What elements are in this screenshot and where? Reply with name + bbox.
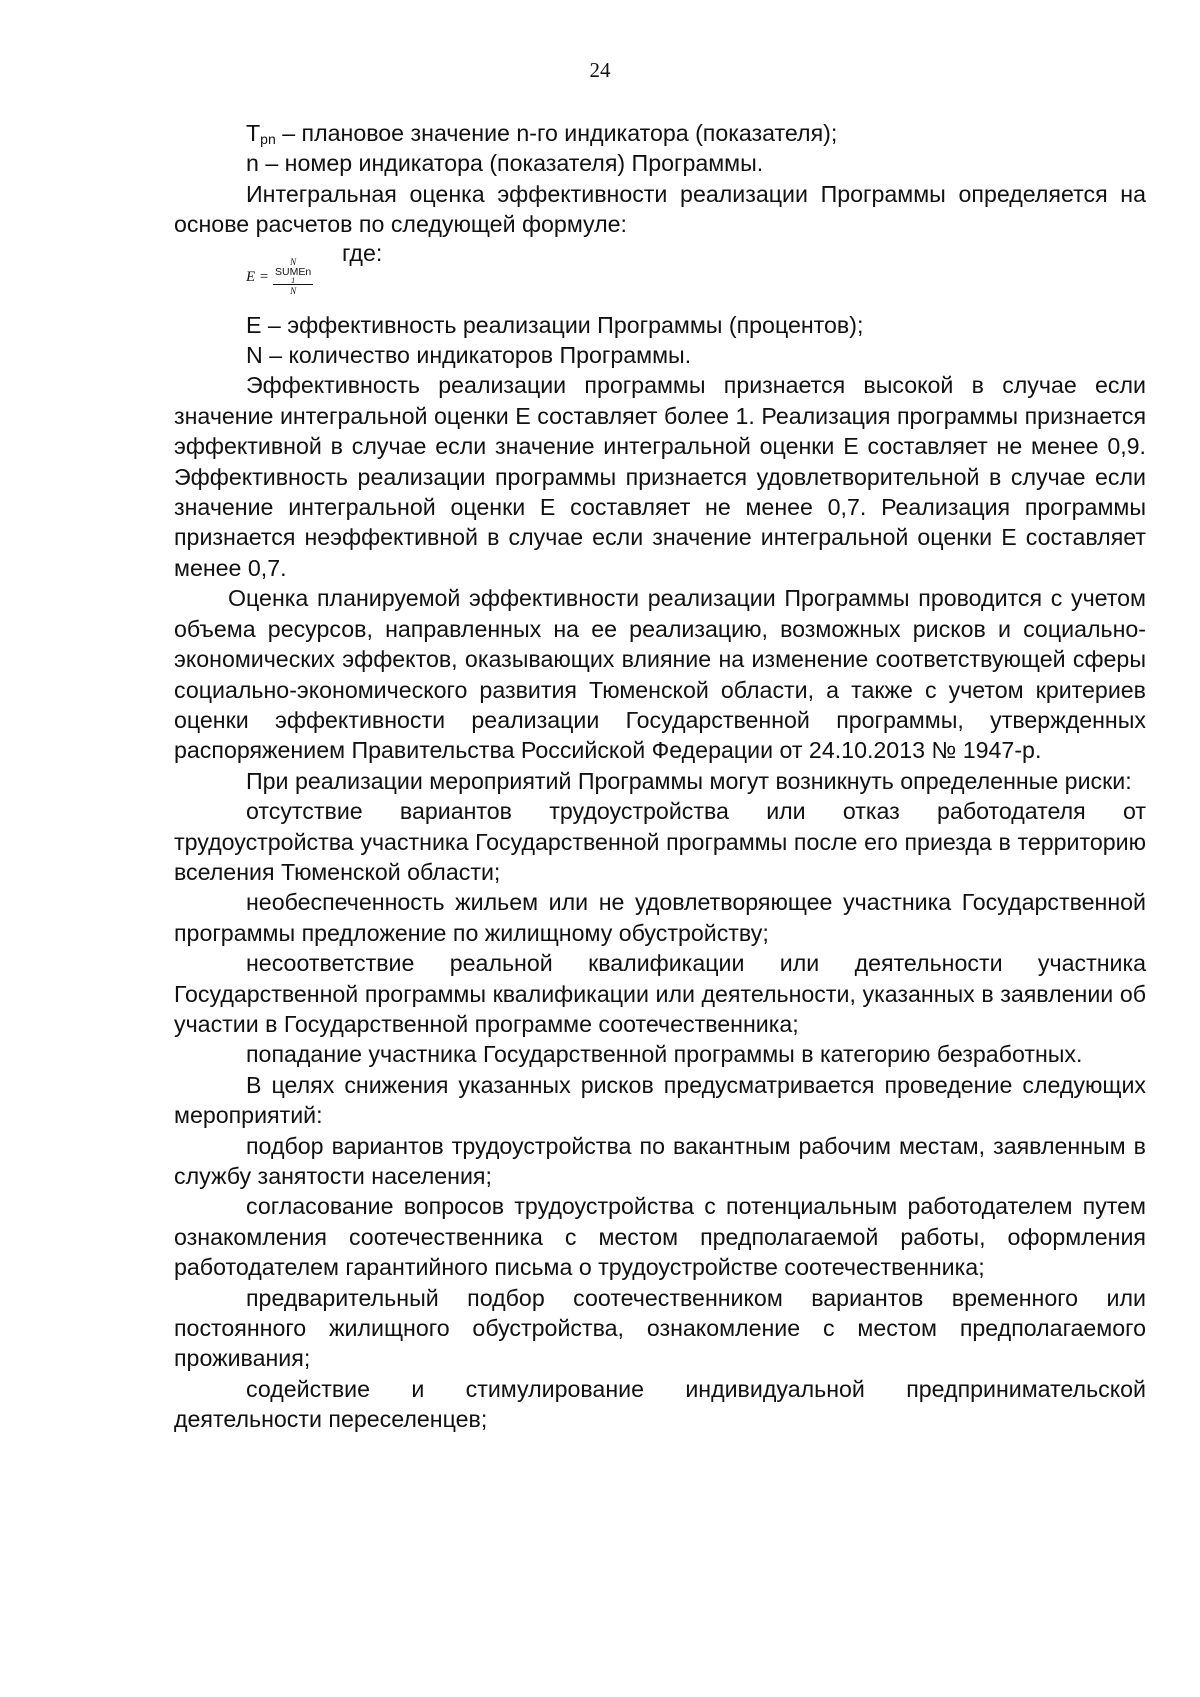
formula-block [174,240,1146,310]
formula-sum-body: SUMEn [275,265,312,278]
risks-intro-paragraph: При реализации мероприятий Программы могут возникнуть определенные риски: [246,767,1132,794]
measure-item: предварительный подбор соотечественником вариантов временного или постоянного жилищного обустройства, ознакомление с местом предполагаемого проживания; [174,1284,1146,1372]
n-definition: n – номер индикатора (показателя) Программы. [246,150,764,177]
formula-denominator: N [290,285,297,296]
planned-efficiency-paragraph: Оценка планируемой эффективности реализации Программы проводится с учетом объема ресурсов, направленных на ее реализацию, возможных рисков и социально-экономических эффектов, оказывающих влияние на изменение соответствующей сферы социально-экономического развития Тюменской области, а также с учетом критериев оценки эффективности реализации Государственной программы, утвержденных распоряжением Правительства Российской Федерации от 24.10.2013 № 1947-р. [174,585,1146,764]
formula-fraction [273,258,313,297]
tpn-definition [174,118,1146,148]
tpn-subscript: pn [260,131,276,147]
e-definition: E – эффективность реализации Программы (процентов); [246,311,864,338]
measure-item: содействие и стимулирование индивидуальной предпринимательской деятельности переселенцев; [174,1375,1146,1433]
formula-sum-upper: N [290,256,297,267]
risk-item: необеспеченность жильем или не удовлетворяющее участника Государственной программы предложение по жилищному обустройству; [174,889,1146,946]
page-number: 24 [589,58,611,82]
risk-item: несоответствие реальной квалификации или деятельности участника Государственной программы квалификации или деятельности, указанных в заявлении об участии в Государственной программе соотечественника; [174,950,1146,1037]
risk-item: попадание участника Государственной программы в категорию безработных. [246,1041,1083,1068]
measures-intro-paragraph: В целях снижения указанных рисков предусматривается проведение следующих мероприятий: [174,1071,1146,1129]
measure-item: согласование вопросов трудоустройства с потенциальным работодателем путем ознакомления соотечественника с местом предполагаемой работы, оформления работодателем гарантийного письма о трудоустройстве соотечественника; [174,1193,1146,1281]
risk-item: отсутствие вариантов трудоустройства или отказ работодателя от трудоустройства участника Государственной программы после его приезда в территорию вселения Тюменской области; [174,798,1146,885]
tpn-text: – плановое значение n-го индикатора (показателя); [275,120,838,146]
formula-where-label: где: [342,239,383,266]
document-body [174,118,1146,1435]
efficiency-formula [246,258,313,297]
formula-lhs: E = [246,268,270,285]
n-count-definition: N – количество индикаторов Программы. [246,342,692,369]
formula-numerator [273,258,313,285]
measure-item: подбор вариантов трудоустройства по вакантным рабочим местам, заявленным в службу занятости населения; [174,1132,1146,1189]
efficiency-criteria-paragraph: Эффективность реализации программы признается высокой в случае если значение интегральной оценки Е составляет более 1. Реализация программы признается эффективной в случае если значение интегральной оценки Е составляет не менее 0,9. Эффективность реализации программы признается удовлетворительной в случае если значение интегральной оценки Е составляет не менее 0,7. Реализация программы признается неэффективной в случае если значение интегральной оценки Е составляет менее 0,7. [174,372,1146,581]
integral-intro: Интегральная оценка эффективности реализации Программы определяется на основе расчетов по следующей формуле: [174,180,1146,238]
tpn-symbol: T [246,120,261,146]
formula-sum-lower: 1 [291,275,296,285]
